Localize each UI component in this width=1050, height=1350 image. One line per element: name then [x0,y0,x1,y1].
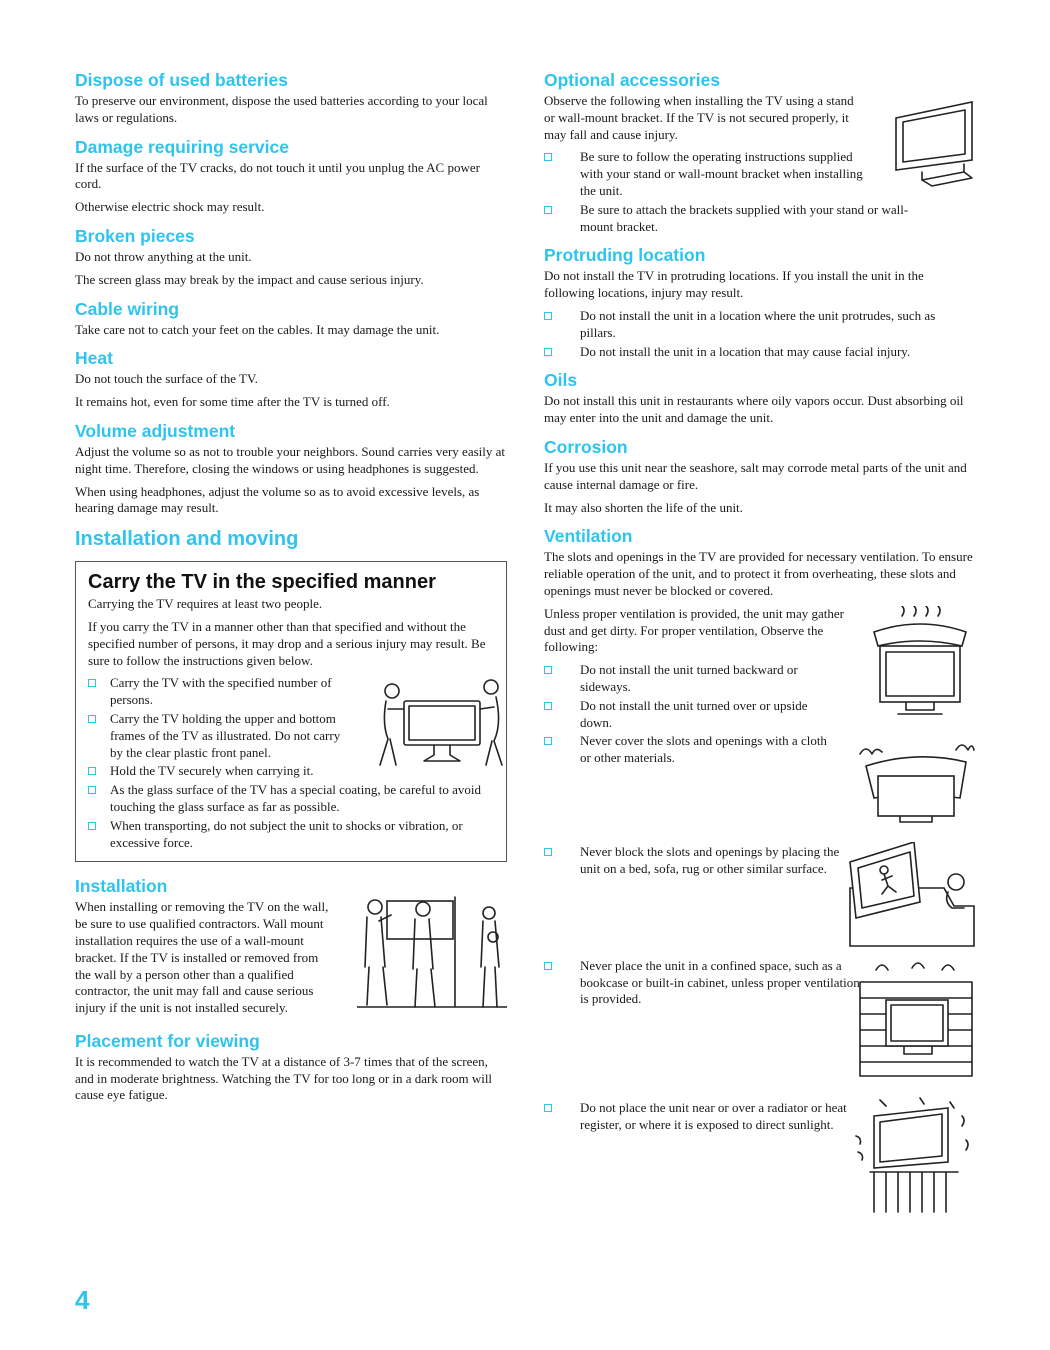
oils-heading: Oils [544,370,578,391]
list-item: Never place the unit in a confined space, such as a bookcase or built-in cabinet, unless proper ventilation is provided. [544,958,860,1008]
ventilation-text-2: Unless proper ventilation is provided, the unit may gather dust and get dirty. For proper ventilation, Observe the following: [544,605,845,655]
placement-section [75,1031,507,1104]
right-column [544,70,974,1256]
checkbox-bullet-icon [544,702,552,710]
placement-heading: Placement for viewing [75,1030,260,1051]
damage-section [75,137,507,216]
protruding-section [544,245,974,360]
list-item: Carry the TV with the specified number of persons. [88,675,350,709]
checkbox-bullet-icon [544,312,552,320]
cable-text: Take care not to catch your feet on the cables. It may damage the unit. [75,321,440,337]
tv-stand-illustration [892,100,978,190]
carry-text-2: If you carry the TV in a manner other than that specified and without the specified number of persons, it may drop and a serious injury may result. Be sure to follow the instructions given below. [88,618,486,668]
corrosion-text-1: If you use this unit near the seashore, salt may corrode metal parts of the unit and cause internal damage or fire. [544,459,967,492]
broken-text-2: The screen glass may break by the impact and cause serious injury. [75,271,424,287]
installation-text: When installing or removing the TV on the wall, be sure to use qualified contractors. Wall mount installation requires the use of a wall-mount bracket. If the TV is installed or removed from the wall by a person other than a qualified contractor, the unit may fall and cause serious injury if the unit is not installed securely. [75,899,329,1016]
checkbox-bullet-icon [544,348,552,356]
heat-text-1: Do not touch the surface of the TV. [75,371,258,387]
optional-heading: Optional accessories [544,70,721,90]
installation-heading: Installation [75,876,168,897]
dispose-heading: Dispose of used batteries [75,70,288,90]
checkbox-bullet-icon [544,153,552,161]
carry-tv-illustration [378,669,506,769]
carry-heading: Carry the TV in the specified manner [88,571,436,594]
carry-text-1: Carrying the TV requires at least two people. [88,596,323,612]
ventilation-list-d [544,1100,850,1136]
wall-installation-illustration [357,895,507,1020]
damage-text-2: Otherwise electric shock may result. [75,199,265,215]
list-item: Be sure to attach the brackets supplied with your stand or wall-mount bracket. [544,202,920,236]
checkbox-bullet-icon [544,962,552,970]
dispose-text: To preserve our environment, dispose the used batteries according to your local laws or regulations. [75,93,488,125]
cable-heading: Cable wiring [75,298,180,319]
ventilation-list-b [544,844,840,880]
optional-text: Observe the following when installing the TV using a stand or wall-mount bracket. If the TV is not secured properly, it may fall and cause injury. [544,93,854,142]
cable-section [75,299,507,339]
tv-backward-illustration [870,606,970,718]
list-item: Hold the TV securely when carrying it. [88,763,350,780]
installation-section [75,876,507,1017]
checkbox-bullet-icon [88,679,96,687]
installation-moving-heading: Installation and moving [75,528,299,551]
list-item: Never cover the slots and openings with a cloth or other materials. [544,733,840,767]
broken-text-1: Do not throw anything at the unit. [75,248,252,264]
list-item: As the glass surface of the TV has a special coating, be careful to avoid touching the glass surface as far as possible. [88,782,497,816]
volume-text-2: When using headphones, adjust the volume so as to avoid excessive levels, as hearing damage may result. [75,483,480,516]
volume-text-1: Adjust the volume so as not to trouble your neighbors. Sound carries very easily at night time. Therefore, closing the windows or using headphones is suggested. [75,443,506,476]
protruding-heading: Protruding location [544,245,706,266]
checkbox-bullet-icon [544,206,552,214]
tv-on-sofa-illustration [844,842,976,954]
volume-heading: Volume adjustment [75,420,236,441]
ventilation-heading: Ventilation [544,526,633,547]
volume-section [75,421,507,517]
protruding-text: Do not install the TV in protruding locations. If you install the unit in the following locations, injury may result. [544,268,924,301]
broken-heading: Broken pieces [75,225,195,246]
list-item: Never block the slots and openings by placing the unit on a bed, sofa, rug or other similar surface. [544,844,840,878]
corrosion-section [544,437,974,516]
tv-on-radiator-illustration [850,1096,974,1214]
list-item: Be sure to follow the operating instructions supplied with your stand or wall-mount bracket when installing the unit. [544,149,870,199]
broken-section [75,226,507,289]
ventilation-section [544,526,974,1245]
checkbox-bullet-icon [544,666,552,674]
page-number: 4 [75,1285,90,1315]
dispose-section [75,70,507,127]
checkbox-bullet-icon [544,737,552,745]
tv-covered-illustration [856,736,976,828]
left-column [75,70,507,1114]
damage-text-1: If the surface of the TV cracks, do not touch it until you unplug the AC power cord. [75,159,480,192]
heat-heading: Heat [75,348,113,369]
list-item: Do not install the unit turned over or upside down. [544,698,840,732]
corrosion-heading: Corrosion [544,436,628,457]
list-item: Do not install the unit in a location where the unit protrudes, such as pillars. [544,308,974,342]
checkbox-bullet-icon [88,822,96,830]
ventilation-list-c [544,958,860,1010]
list-item: Do not place the unit near or over a radiator or heat register, or where it is exposed to direct sunlight. [544,1100,850,1134]
tv-in-cabinet-illustration [856,960,976,1078]
checkbox-bullet-icon [544,1104,552,1112]
oils-section [544,370,974,427]
checkbox-bullet-icon [88,786,96,794]
oils-text: Do not install this unit in restaurants where oily vapors occur. Dust absorbing oil may enter into the unit and damage the unit. [544,393,964,426]
heat-text-2: It remains hot, even for some time after the TV is turned off. [75,394,390,410]
list-item: Do not install the unit in a location that may cause facial injury. [544,344,974,361]
carry-box [75,561,507,862]
optional-section [544,70,974,235]
ventilation-text-1: The slots and openings in the TV are provided for necessary ventilation. To ensure reliable operation of the unit, and to protect it from overheating, these slots and openings must never be blocked or covered. [544,549,973,598]
heat-section [75,348,507,411]
list-item: Carry the TV holding the upper and bottom frames of the TV as illustrated. Do not carry by the clear plastic front panel. [88,711,350,761]
list-item: When transporting, do not subject the unit to shocks or vibration, or excessive force. [88,818,497,852]
damage-heading: Damage requiring service [75,136,289,157]
list-item: Do not install the unit turned backward or sideways. [544,662,840,696]
corrosion-text-2: It may also shorten the life of the unit. [544,499,743,515]
protruding-list [544,308,974,360]
placement-text: It is recommended to watch the TV at a distance of 3-7 times that of the screen, and in moderate brightness. Watching the TV for too long or in a dark room will cause eye fatigue. [75,1053,493,1103]
checkbox-bullet-icon [544,848,552,856]
checkbox-bullet-icon [88,715,96,723]
checkbox-bullet-icon [88,767,96,775]
